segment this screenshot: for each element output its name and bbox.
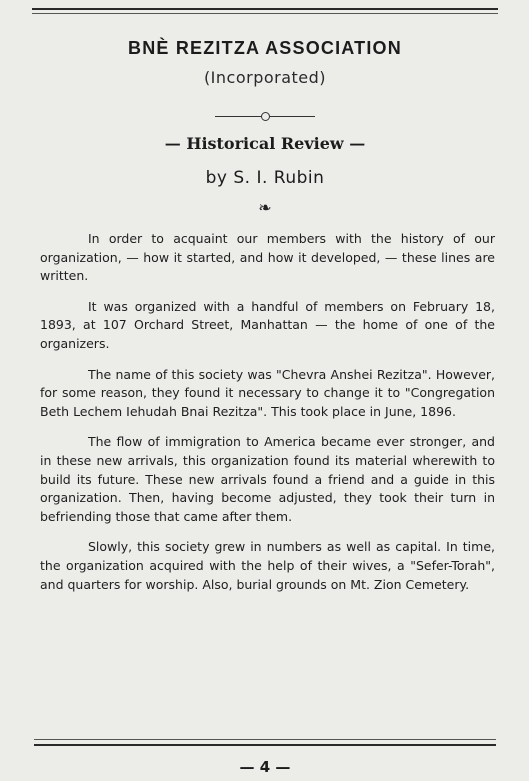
fleuron-icon: ❧ <box>258 198 272 217</box>
paragraph-2: It was organized with a handful of members on February 18, 1893, at 107 Orchard Street, Manhattan — the home of one of the organizers. <box>40 298 495 351</box>
paragraph-3: The name of this society was "Chevra Anshei Rezitza". However, for some reason, they found it necessary to change it to "Congregation Beth Lechem Iehudah Bnai Rezitza". This took place in June, 1896. <box>40 366 495 419</box>
association-title: BNÈ REZITZA ASSOCIATION <box>128 38 402 58</box>
article-body <box>40 230 495 606</box>
bottom-rule-thick <box>34 744 496 746</box>
byline: by S. I. Rubin <box>205 168 325 188</box>
paragraph-1: In order to acquaint our members with the history of our organization, — how it started, and how it developed, — these lines are written. <box>40 231 495 284</box>
section-title: — Historical Review — <box>164 134 366 153</box>
paragraph-5: Slowly, this society grew in numbers as well as capital. In time, the organization acquired with the help of their wives, a "Sefer-Torah", and quarters for worship. Also, burial grounds on Mt. Zion Cemetery. <box>40 539 495 592</box>
paragraph-4: The flow of immigration to America became ever stronger, and in these new arrivals, this organization found its material wherewith to build its future. These new arrivals found a friend and a guide in this organization. Then, having become adjusted, they took their turn in befriending those that came after them. <box>40 434 495 524</box>
incorporated-subtitle: (Incorporated) <box>203 68 327 87</box>
top-rule-thin <box>32 13 498 14</box>
top-rule-thick <box>32 8 498 10</box>
ornament-dot-icon <box>261 112 270 121</box>
bottom-rule-thin <box>34 739 496 740</box>
page-number: — 4 — <box>239 758 291 776</box>
